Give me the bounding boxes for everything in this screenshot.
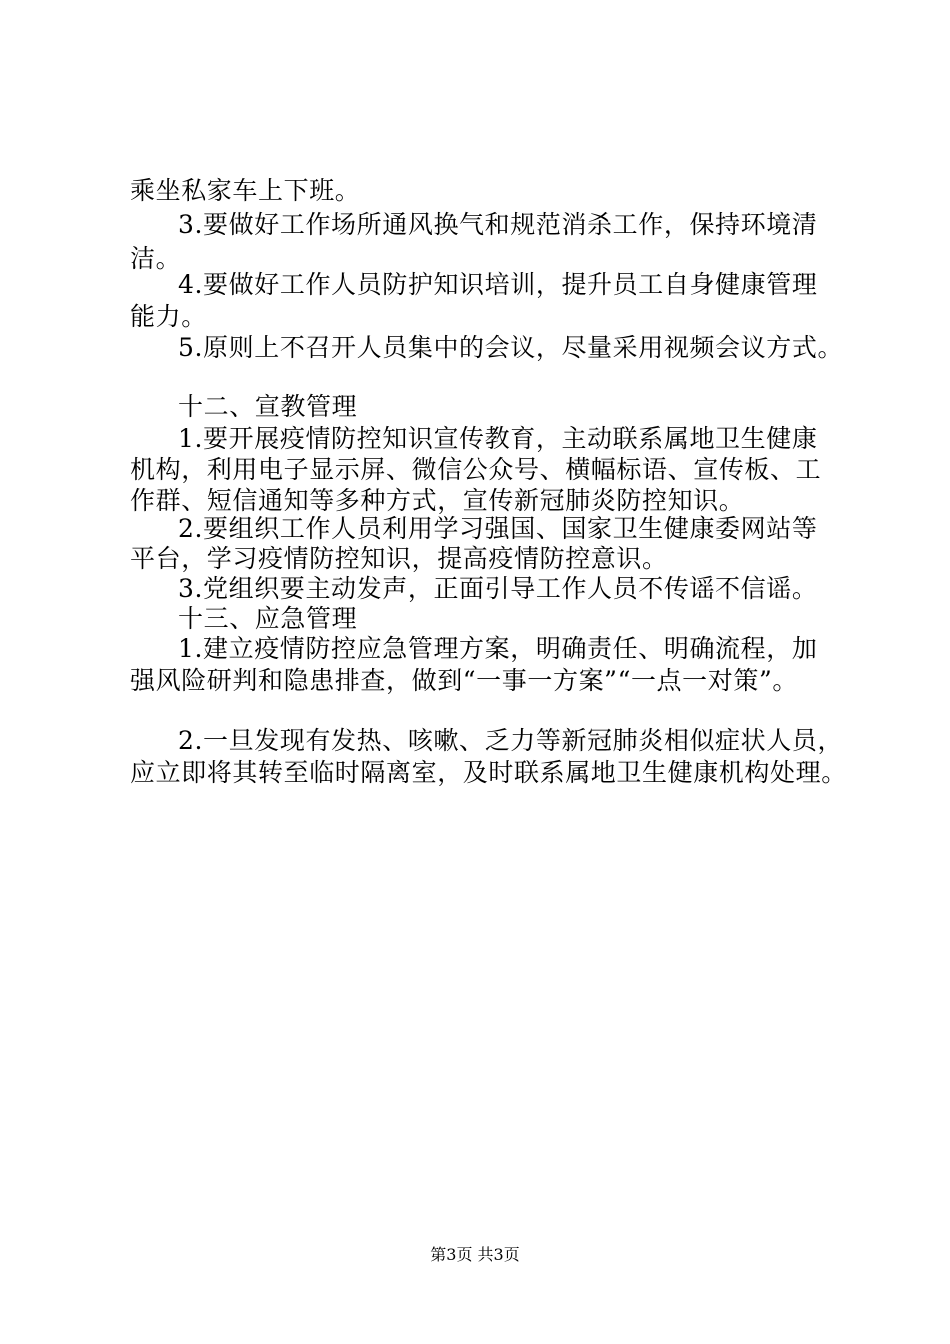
list-item: 5.原则上不召开人员集中的会议，尽量采用视频会议方式。 bbox=[178, 333, 844, 362]
body-line: 平台，学习疫情防控知识，提高疫情防控意识。 bbox=[130, 544, 668, 573]
body-line: 应立即将其转至临时隔离室，及时联系属地卫生健康机构处理。 bbox=[130, 758, 847, 787]
section-heading: 十二、宣教管理 bbox=[178, 392, 358, 421]
section-heading: 十三、应急管理 bbox=[178, 604, 358, 633]
body-line: 能力。 bbox=[130, 302, 207, 331]
list-item: 2.要组织工作人员利用学习强国、国家卫生健康委网站等 bbox=[178, 514, 818, 543]
list-item: 4.要做好工作人员防护知识培训，提升员工自身健康管理 bbox=[178, 270, 818, 299]
list-item: 1.建立疫情防控应急管理方案，明确责任、明确流程，加 bbox=[178, 634, 818, 663]
body-line: 乘坐私家车上下班。 bbox=[130, 176, 361, 205]
list-item: 3.党组织要主动发声，正面引导工作人员不传谣不信谣。 bbox=[178, 574, 818, 603]
body-line: 作群、短信通知等多种方式，宣传新冠肺炎防控知识。 bbox=[130, 486, 745, 515]
body-line: 机构，利用电子显示屏、微信公众号、横幅标语、宣传板、工 bbox=[130, 455, 822, 484]
body-line: 强风险研判和隐患排查，做到“一事一方案”“一点一对策”。 bbox=[130, 666, 798, 695]
list-item: 1.要开展疫情防控知识宣传教育，主动联系属地卫生健康 bbox=[178, 424, 818, 453]
list-item: 3.要做好工作场所通风换气和规范消杀工作，保持环境清 bbox=[178, 210, 818, 239]
list-item: 2.一旦发现有发热、咳嗽、乏力等新冠肺炎相似症状人员， bbox=[178, 726, 844, 755]
page-footer: 第3页 共3页 bbox=[430, 1245, 520, 1264]
body-line: 洁。 bbox=[130, 244, 182, 273]
